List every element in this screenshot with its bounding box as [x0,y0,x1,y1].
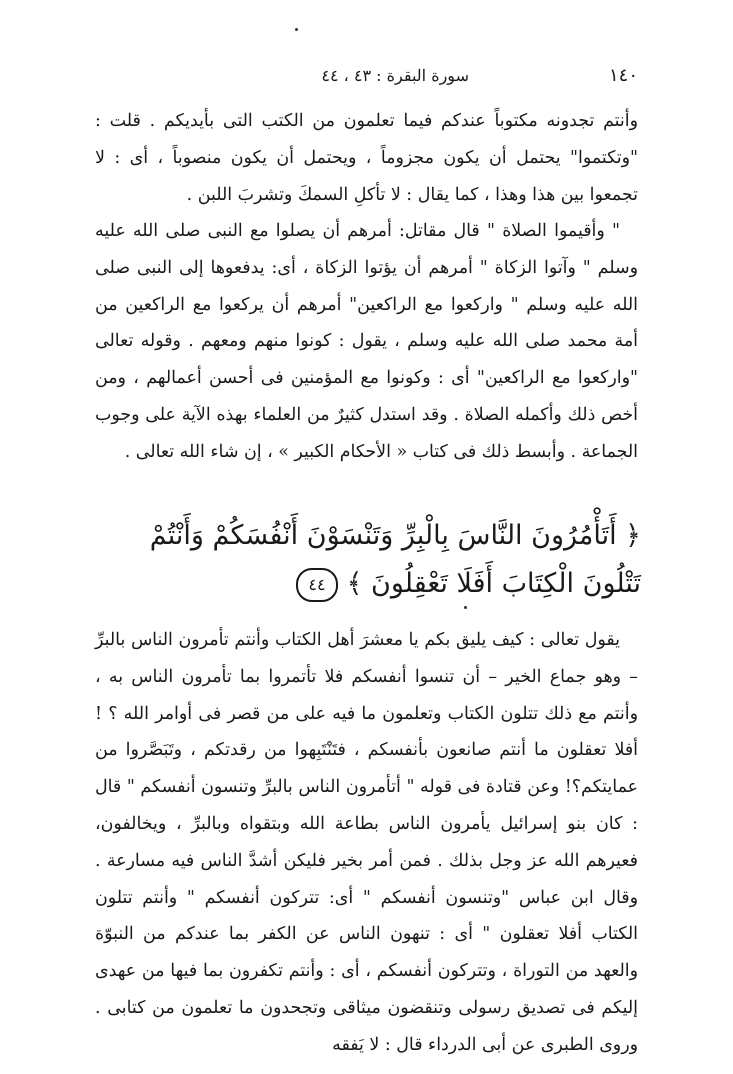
top-mark [295,28,298,31]
commentary-paragraph-1: وأنتم تجدونه مكتوباً عندكم فيما تعلمون من الكتب التى بأيديكم . قلت : "وتكتموا" يحتمل أن يكون مجزوماً ، ويحتمل أن يكون منصوباً ، أى : لا تجمعوا بين هذا وهذا ، كما يقال : لا تأكلِ السمكَ وتشربَ اللبن . [95,111,638,205]
verse-number-marker: ٤٤ [296,568,338,602]
commentary-paragraph-3: يقول تعالى : كيف يليق بكم يا معشرَ أهل الكتاب وأنتم تأمرون الناس بالبرِّ – وهو جماع الخير – أن تنسوا أنفسكم فلا تأتمروا بما تأمرون الناس به ، وأنتم مع ذلك تتلون الكتاب وتعلمون ما فيه على من قصر فى أوامر الله ؟ ! أفلا تعقلون ما أنتم صانعون بأنفسكم ، فتَنْتَبِهوا من رقدتكم ، وتَبَصَّروا من عمايتكم؟! وعن قتادة فى قوله " أتأمرون الناس بالبرِّ وتنسون أنفسكم " قال : كان بنو إسرائيل يأمرون الناس بطاعة الله وبتقواه وبالبرِّ ، ويخالفون، فعيرهم الله عز وجل بذلك . فمن أمر بخير فليكن أشدَّ الناس فيه مسارعة . وقال ابن عباس "وتنسون أنفسكم " أى: تتركون أنفسكم " وأنتم تتلون الكتاب أفلا تعقلون " أى : تنهون الناس عن الكفر بما عندكم من النبوّة والعهد من التوراة ، وتتركون أنفسكم ، أى : وأنتم تكفرون بما فيها من عهدى إليكم فى تصديق رسولى وتنقضون ميثاقى وتجحدون ما تعلمون من كتابى . وروى الطبرى عن أبى الدرداء قال : لا يَفقه [95,630,638,1055]
verse-text: ﴿ أَتَأْمُرُونَ النَّاسَ بِالْبِرِّ وَتَنْسَوْنَ أَنْفُسَكُمْ وَأَنْتُمْ تَتْلُونَ الْكِتَابَ أَفَلَا تَعْقِلُونَ ﴾ [149,520,641,599]
commentary-paragraph-2: " وأقيموا الصلاة " قال مقاتل: أمرهم أن يصلوا مع النبى صلى الله عليه وسلم " وآتوا الزكاة " أمرهم أن يؤتوا الزكاة ، أى: يدفعوها إلى النبى صلى الله عليه وسلم " واركعوا مع الراكعين" أمرهم أن يركعوا مع الراكعين من أمة محمد صلى الله عليه وسلم ، يقول : كونوا منهم ومعهم . وقوله تعالى "واركعوا مع الراكعين" أى : وكونوا مع المؤمنين فى أحسن أعمالهم ، ومن أخص ذلك وأكمله الصلاة . وقد استدل كثيرٌ من العلماء بهذه الآية على وجوب الجماعة . وأبسط ذلك فى كتاب « الأحكام الكبير » ، إن شاء الله تعالى . [95,221,638,462]
separator-mark [464,606,467,609]
quran-verse [92,512,641,608]
page-number: ١٤٠ [608,64,638,86]
running-title: سورة البقرة : ٤٣ ، ٤٤ [321,65,469,85]
page-header [95,60,638,90]
